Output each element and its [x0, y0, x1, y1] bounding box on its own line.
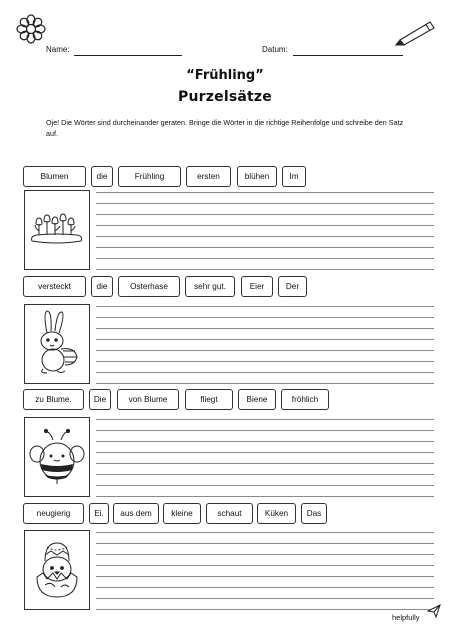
word-card[interactable]: Das	[301, 503, 327, 524]
bee-icon	[25, 418, 89, 496]
word-card[interactable]: Die	[89, 389, 111, 410]
word-card[interactable]: Osterhase	[118, 276, 180, 297]
brand-logo-text: helpfully	[392, 613, 420, 622]
writing-lines-1[interactable]	[96, 190, 434, 270]
word-card[interactable]: blühen	[237, 166, 277, 187]
picture-box-chick	[24, 530, 90, 610]
word-card[interactable]: die	[91, 166, 113, 187]
word-card[interactable]: Frühling	[118, 166, 181, 187]
word-card[interactable]: Biene	[238, 389, 276, 410]
word-card[interactable]: die	[91, 276, 113, 297]
paper-plane-icon	[427, 604, 441, 618]
date-input-line[interactable]	[293, 55, 403, 56]
word-card[interactable]: Ei.	[89, 503, 109, 524]
pencil-icon	[394, 18, 436, 46]
word-card[interactable]: fliegt	[185, 389, 233, 410]
name-input-line[interactable]	[74, 55, 182, 56]
picture-box-tulips	[24, 190, 90, 270]
word-card[interactable]: Der	[278, 276, 307, 297]
word-card[interactable]: Küken	[257, 503, 296, 524]
word-card[interactable]: versteckt	[23, 276, 86, 297]
word-card[interactable]: aus dem	[113, 503, 159, 524]
word-card[interactable]: schaut	[206, 503, 253, 524]
word-card[interactable]: Im	[282, 166, 306, 187]
chick-in-egg-icon	[25, 531, 89, 609]
tulips-icon	[25, 191, 89, 269]
word-card[interactable]: zu Blume.	[23, 389, 84, 410]
flower-icon	[16, 14, 46, 44]
date-label: Datum:	[262, 45, 288, 54]
name-label: Name:	[46, 45, 70, 54]
word-card[interactable]: neugierig	[23, 503, 84, 524]
word-card[interactable]: sehr gut.	[185, 276, 235, 297]
word-card[interactable]: von Blume	[117, 389, 179, 410]
word-card[interactable]: Blumen	[23, 166, 86, 187]
writing-lines-4[interactable]	[96, 530, 434, 610]
word-card[interactable]: Eier	[241, 276, 273, 297]
writing-lines-3[interactable]	[96, 417, 434, 497]
page-title: “Frühling”	[186, 68, 264, 83]
picture-box-easter-bunny	[24, 304, 90, 384]
instructions-text: Oje! Die Wörter sind durcheinander geraten. Bringe die Wörter in die richtige Reihenfolge und schreibe den Satz auf.	[46, 118, 404, 138]
word-card[interactable]: fröhlich	[281, 389, 329, 410]
easter-bunny-icon	[25, 305, 89, 383]
writing-lines-2[interactable]	[96, 304, 434, 384]
picture-box-bee	[24, 417, 90, 497]
word-card[interactable]: kleine	[163, 503, 201, 524]
word-card[interactable]: ersten	[186, 166, 231, 187]
page-subtitle: Purzelsätze	[178, 89, 272, 105]
